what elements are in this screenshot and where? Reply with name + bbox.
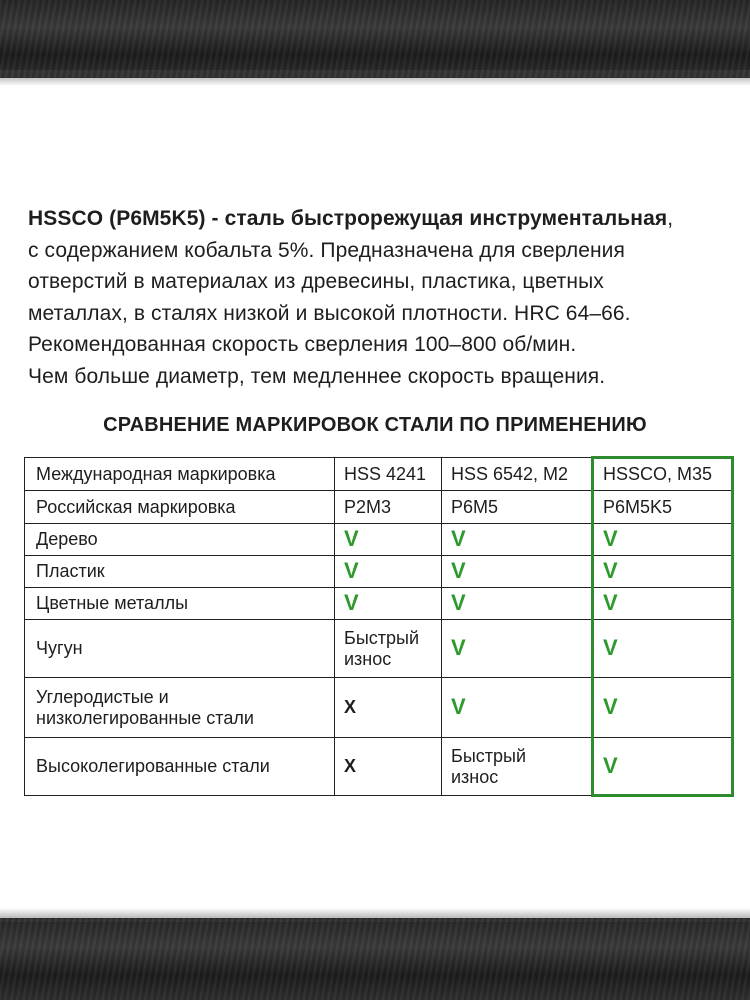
description-line: Рекомендованная скорость сверления 100–800 об/мин. (28, 333, 577, 356)
table-row (25, 678, 733, 738)
value-cell (335, 620, 442, 678)
row-label-cell (25, 524, 335, 556)
cell-text: P6M5 (451, 496, 499, 517)
table-title: СРАВНЕНИЕ МАРКИРОВОК СТАЛИ ПО ПРИМЕНЕНИЮ (103, 414, 647, 436)
value-cell (593, 620, 733, 678)
row-label-cell (25, 620, 335, 678)
value-cell (593, 524, 733, 556)
value-cell (593, 458, 733, 491)
value-cell (593, 556, 733, 588)
steel-comparison-table (24, 456, 734, 797)
row-label: Чугун (36, 638, 83, 658)
description-line: с содержанием кобальта 5%. Предназначена для сверления (28, 238, 625, 262)
value-cell (593, 678, 733, 738)
table-row (25, 524, 733, 556)
cell-text: HSSCO, M35 (603, 464, 713, 484)
cell-text: P6M5K5 (603, 496, 673, 517)
check-mark: V (451, 526, 466, 551)
value-cell (442, 524, 593, 556)
check-mark: V (603, 635, 618, 660)
value-cell (442, 556, 593, 588)
check-mark: V (451, 635, 466, 660)
check-mark: V (603, 752, 618, 778)
row-label: Пластик (36, 561, 105, 581)
value-cell (593, 588, 733, 620)
description-line: Чем больше диаметр, тем медленнее скорость вращения. (28, 364, 606, 388)
value-cell (442, 678, 593, 738)
check-mark: V (603, 526, 618, 551)
check-mark: V (603, 694, 618, 719)
description-line: металлах, в сталях низкой и высокой плотности. HRC 64–66. (28, 301, 631, 325)
row-label: Российская маркировка (36, 496, 236, 517)
description-line: отверстий в материалах из древесины, пластика, цветных (28, 270, 604, 293)
value-cell (442, 491, 593, 524)
value-cell (442, 588, 593, 620)
table-row (25, 556, 733, 588)
row-label: Углеродистые и низколегированные стали (36, 686, 254, 728)
check-mark: V (451, 694, 466, 719)
check-mark: V (451, 558, 466, 583)
row-label: Высоколегированные стали (36, 756, 270, 776)
cell-text: Быстрый износ (451, 745, 526, 787)
row-label-cell (25, 678, 335, 738)
value-cell (335, 524, 442, 556)
row-label: Дерево (36, 529, 98, 549)
cell-text: HSS 4241 (344, 463, 427, 484)
table-row (25, 458, 733, 491)
table-row (25, 588, 733, 620)
value-cell (593, 491, 733, 524)
check-mark: V (603, 558, 618, 583)
value-cell (335, 491, 442, 524)
description-text (28, 203, 728, 392)
cross-mark: X (344, 697, 357, 717)
value-cell (335, 556, 442, 588)
row-label-cell (25, 556, 335, 588)
row-label: Цветные металлы (36, 593, 189, 613)
cross-mark: X (344, 756, 357, 776)
table-row (25, 491, 733, 524)
value-cell (442, 620, 593, 678)
description-lead-tail: , (667, 207, 674, 230)
cell-text: P2M3 (344, 496, 392, 517)
row-label-cell (25, 588, 335, 620)
table-row (25, 738, 733, 796)
value-cell (593, 738, 733, 796)
row-label: Международная маркировка (36, 463, 276, 484)
check-mark: V (344, 526, 359, 551)
value-cell (335, 678, 442, 738)
check-mark: V (603, 590, 618, 615)
check-mark: V (344, 558, 359, 583)
value-cell (335, 588, 442, 620)
row-label-cell (25, 491, 335, 524)
bottom-dark-band (0, 918, 750, 1000)
cell-text: HSS 6542, M2 (451, 463, 569, 484)
value-cell (335, 738, 442, 796)
cell-text: Быстрый износ (344, 627, 419, 669)
row-label-cell (25, 738, 335, 796)
check-mark: V (451, 590, 466, 615)
table-row (25, 620, 733, 678)
row-label-cell (25, 458, 335, 491)
value-cell (442, 458, 593, 491)
value-cell (335, 458, 442, 491)
value-cell (442, 738, 593, 796)
top-dark-band (0, 0, 750, 78)
description-bold-lead: HSSCO (P6M5K5) - сталь быстрорежущая инструментальная (28, 207, 668, 230)
check-mark: V (344, 590, 359, 615)
